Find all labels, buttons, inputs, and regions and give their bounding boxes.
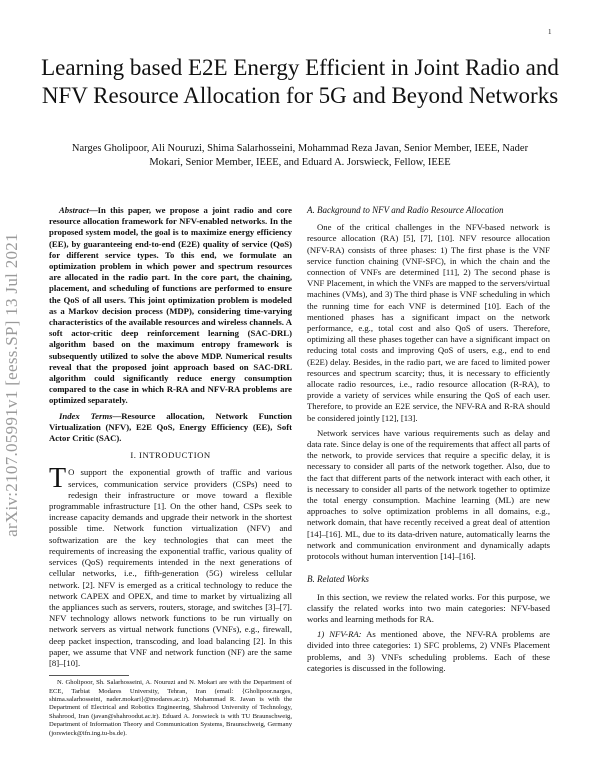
- related-works-paragraph-2: [307, 629, 550, 674]
- footnote-rule: [49, 675, 129, 676]
- abstract: [49, 205, 292, 407]
- intro-paragraph: [49, 463, 292, 669]
- page-number: 1: [548, 28, 552, 36]
- arxiv-stamp-text: arXiv:2107.05991v1 [eess.SP] 13 Jul 2021: [2, 233, 21, 537]
- nfv-ra-text: As mentioned above, the NFV-RA problems are divided into three categories: 1) SFC problems, 2) VNFs Placement problems, and 3) VNFs scheduling problems. Each of these categories is discussed in the following.: [307, 629, 550, 673]
- subsection-heading-background: A. Background to NFV and Radio Resource Allocation: [307, 205, 504, 215]
- arxiv-stamp: [2, 185, 26, 585]
- intro-paragraph-text: O support the exponential growth of traffic and various services, communication service providers (CSPs) need to redesign their infrastructure or move toward a flexible programmable infrastructure [1]. On the other hand, CSPs seek to increase capacity demands and upgrade their network in the shortest possible time. Network function virtualization (NFV) and softwarization are the key technologies that can meet the requirements of increasing the exponential traffic, various quality of services (QoS) requirements intended in the next generations of cellular networks, i.e., fifth-generation (5G) wireless cellular network. [2]. NFV is emerged as a critical technology to reduce the network CAPEX and OPEX, and time to market by virtualizing all the appliances such as servers, routers, storage, and switches [3]–[7]. NFV technology allows network functions to be run virtually on network servers as virtual network functions (VNFs), e.g., firewall, deep packet inspection, transcoding, and load balancing [2]. In this paper, we assume that VNF and network function (NF) are the same [8]–[10].: [49, 467, 292, 668]
- subsection-heading-related-works: B. Related Works: [307, 574, 369, 585]
- abstract-text: —In this paper, we propose a joint radio and core resource allocation framework for NFV-enabled networks. In the proposed system model, the goal is to maximize energy efficiency (EE), by guaranteeing end-to-end (E2E) quality of service (QoS) for different service types. To this end, we formulate an optimization problem in which power and spectrum resources are allocated in the radio part. In the core part, the chaining, placement, and scheduling of functions are performed to ensure the QoS of all users. This joint optimization problem is modeled as a Markov decision process (MDP), considering time-varying characteristics of the available resources and wireless channels. A soft actor-critic deep reinforcement learning (SAC-DRL) algorithm based on the maximum entropy framework is subsequently utilized to solve the above MDP. Numerical results reveal that the proposed joint approach based on SAC-DRL algorithm could significantly reduce energy consumption compared to the case in which R-RA and NFV-RA problems are optimized separately.: [49, 205, 292, 406]
- left-column: [49, 205, 292, 738]
- related-works-paragraph-1: In this section, we review the related works. For this purpose, we classify the related works into two main categories: NFV-based works and learning methods for RA.: [307, 591, 550, 624]
- abstract-label: Abstract: [59, 205, 89, 215]
- background-paragraph-1: One of the critical challenges in the NFV-based network is resource allocation (RA) [5], [7], [10]. NFV resource allocation (NFV-RA) consists of three phases: 1) The first phase is the VNF service function chaining (VNF-SFC), in which the chain and the connection of VNFs are determined [11], 2) The second phase is VNF Placement, in which the VNFs are mapped to the servers/virtual machines (VMs), and 3) The third phase is VNF scheduling in which the running time for each VNF is determined [10]. Each of the mentioned phases has a significant impact on the network performance, e.g., total cost and also QoS of users. Therefore, optimizing all these phases together can have a significant impact on reducing total costs and improving QoS of users, e.g., end to end (E2E) delay. Besides, in the radio part, we are faced to limited power resources and spectrum scarcity; thus, it is necessary to efficiently allocate radio resources, i.e., radio resource allocation (R-RA), to provide a variety of services while ensuring the QoS of each user. Therefore, to provide an E2E service, the NFV-RA and R-RA should be considered jointly [12], [13].: [307, 222, 550, 423]
- index-terms: [49, 411, 292, 445]
- right-column: [307, 205, 550, 678]
- author-list: Narges Gholipoor, Ali Nouruzi, Shima Salarhosseini, Mohammad Reza Javan, Senior Member, IEEE, Nader Mokari, Senior Member, IEEE, and Eduard A. Jorswieck, Fellow, IEEE: [71, 143, 529, 168]
- section-heading-introduction: I. INTRODUCTION: [130, 450, 211, 461]
- drop-cap: T: [49, 463, 67, 495]
- paper-title: Learning based E2E Energy Efficient in Joint Radio and NFV Resource Allocation for 5G and Beyond Networks: [41, 55, 559, 108]
- author-affiliation-footnote: N. Gholipoor, Sh. Salarhosseini, A. Nouruzi and N. Mokari are with the Department of ECE, Tarbiat Modares University, Tehran, Iran (email: {Gholipoor.narges, shima.salarhosseini, nader.mokari}@modares.ac.ir). Mohammad R. Javan is with the Department of Electrical and Robotics Engineering, Shahrood University of Technology, Shahrood, Iran (javan@shahroodut.ac.ir). Eduard A. Jorswieck is with TU Braunschweig, Department of Information Theory and Communication Systems, Braunschweig, Germany (jorswieck@ifn.ing.tu-bs.de).: [49, 679, 292, 737]
- index-terms-label: Index Terms: [59, 410, 113, 421]
- background-paragraph-2: Network services have various requirements such as delay and data rate. Since delay is one of the requirements that affect all parts of the network, to provide services that require a specific delay, it is necessary to consider all parts of the network together. Also, due to the fact that different parts of the network interact with each other, it is necessary to consider all parts of the network together to optimize the total energy consumption. Machine learning (ML) are new approaches to solve optimization problems in all domains, e.g., network domain, that have recently received a great deal of attention [14]–[16]. ML, due to its data-driven nature, automatically learns the network and communication environment and dynamically adapts protocols without human intervention [14]–[16].: [307, 427, 550, 562]
- index-terms-text: —Resource allocation, Network Function Virtualization (NFV), E2E QoS, Energy Efficiency (EE), Soft Actor Critic (SAC).: [49, 410, 292, 444]
- nfv-ra-label: 1) NFV-RA:: [317, 629, 362, 640]
